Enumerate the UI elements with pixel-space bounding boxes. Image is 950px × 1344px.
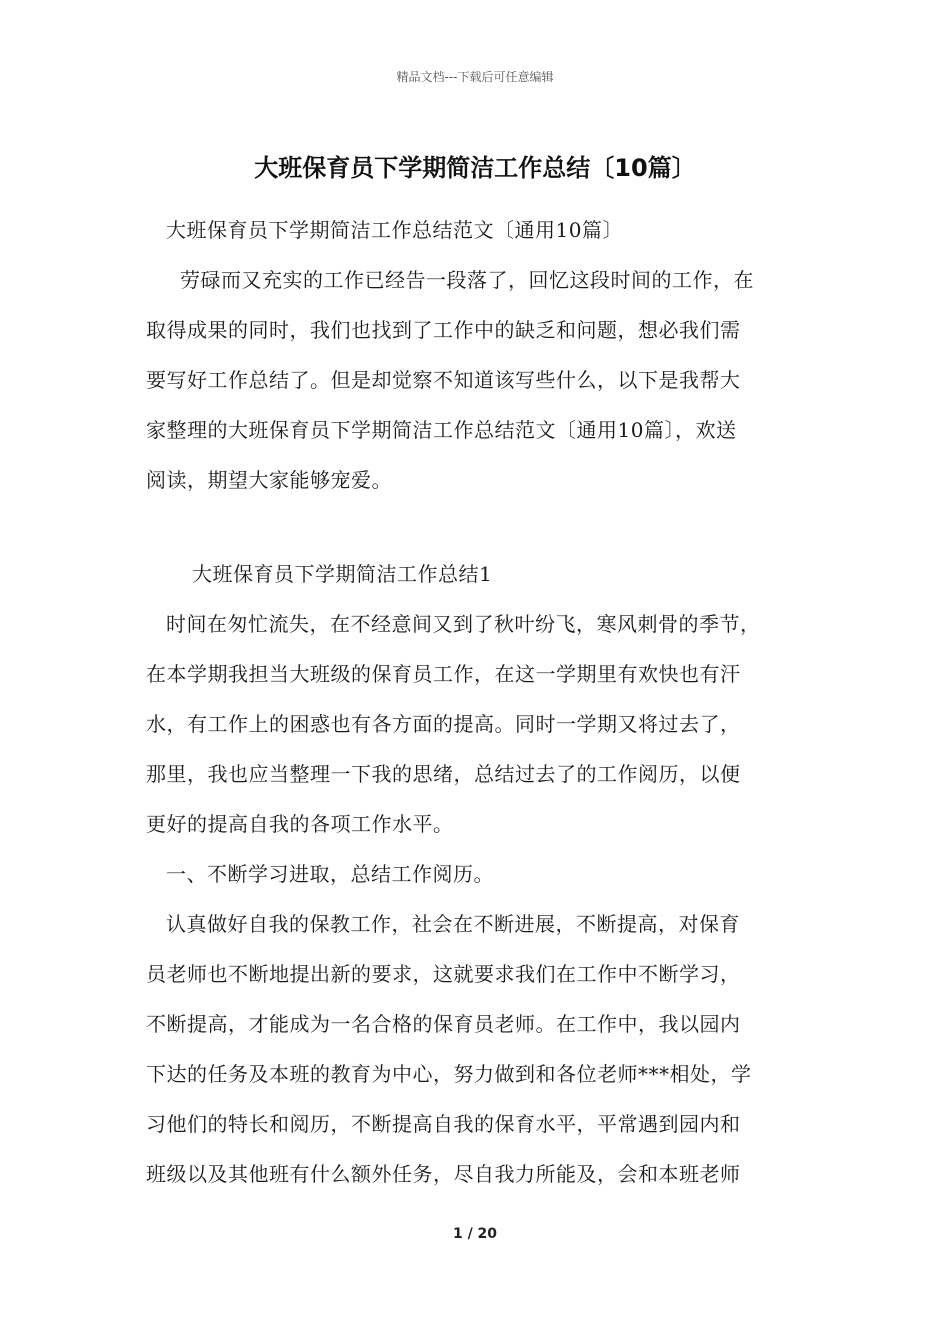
intro-line: 阅读，期望大家能够宠爱。 (146, 468, 392, 492)
document-title: 大班保育员下学期简洁工作总结〔10篇〕 (254, 154, 696, 182)
paragraph-line: 在本学期我担当大班级的保育员工作，在这一学期里有欢快也有汗 (146, 662, 741, 686)
document-subtitle: 大班保育员下学期简洁工作总结范文〔通用10篇〕 (166, 218, 623, 242)
paragraph-line: 更好的提高自我的各项工作水平。 (146, 812, 454, 836)
paragraph-line: 时间在匆忙流失，在不经意间又到了秋叶纷飞，寒风刺骨的季节， (166, 612, 761, 636)
paragraph-line: 水，有工作上的困惑也有各方面的提高。同时一学期又将过去了， (146, 712, 741, 736)
paragraph-line: 不断提高，才能成为一名合格的保育员老师。在工作中，我以园内 (146, 1012, 741, 1036)
paragraph-line: 那里，我也应当整理一下我的思绪，总结过去了的工作阅历，以便 (146, 762, 741, 786)
paragraph-line: 下达的任务及本班的教育为中心，努力做到和各位老师***相处，学 (146, 1062, 752, 1086)
paragraph-spacer (146, 505, 816, 549)
intro-line: 取得成果的同时，我们也找到了工作中的缺乏和问题，想必我们需 (146, 318, 741, 342)
paragraph-line: 认真做好自我的保教工作，社会在不断进展，不断提高，对保育 (166, 912, 740, 936)
item-heading: 一、不断学习进取，总结工作阅历。 (166, 862, 494, 886)
section-heading: 大班保育员下学期简洁工作总结1 (192, 562, 493, 586)
header-note: 精品文档---下载后可任意编辑 (396, 70, 554, 84)
page-number: 1 / 20 (452, 1226, 498, 1242)
paragraph-line: 班级以及其他班有什么额外任务，尽自我力所能及，会和本班老师 (146, 1162, 741, 1186)
intro-line: 要写好工作总结了。但是却觉察不知道该写些什么，以下是我帮大 (146, 368, 741, 392)
paragraph-line: 员老师也不断地提出新的要求，这就要求我们在工作中不断学习， (146, 962, 741, 986)
intro-line: 家整理的大班保育员下学期简洁工作总结范文〔通用10篇〕，欢送 (146, 418, 737, 442)
intro-line: 劳碌而又充实的工作已经告一段落了，回忆这段时间的工作，在 (180, 268, 754, 292)
document-body (146, 205, 816, 1199)
paragraph-line: 习他们的特长和阅历，不断提高自我的保育水平，平常遇到园内和 (146, 1112, 741, 1136)
